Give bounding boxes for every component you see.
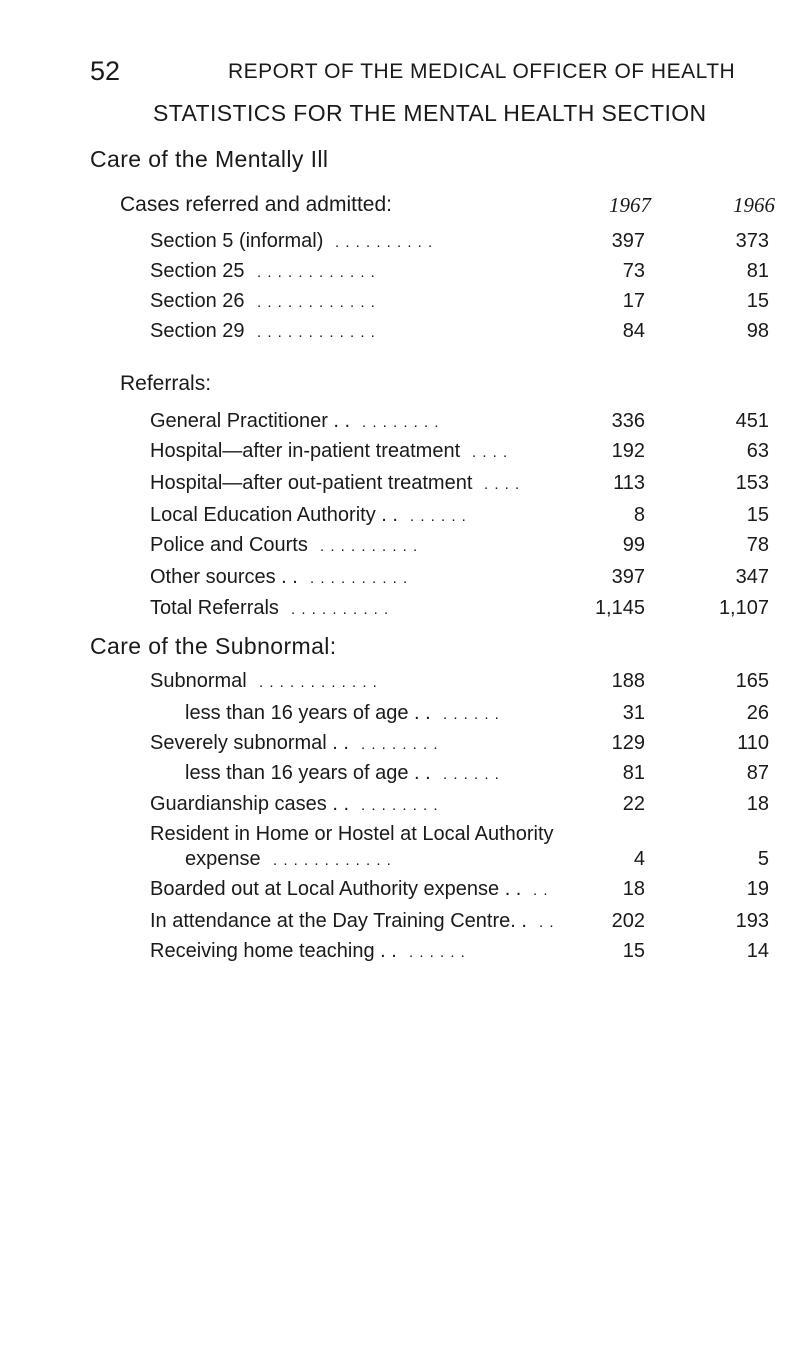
section-heading-mentally-ill: Care of the Mentally Ill xyxy=(90,146,329,172)
row-leader-dots: . . . . . . . . . . . . xyxy=(257,324,376,341)
row-label: less than 16 years of age . . xyxy=(185,762,431,784)
cases-label: Cases referred and admitted: xyxy=(120,193,392,216)
row-leader-dots: . . . . . . . . . . . . xyxy=(257,264,376,281)
row-leader-dots: . . . . . . . . . . . . xyxy=(257,294,376,311)
row-leader-dots: . . xyxy=(539,914,555,931)
row-label: Total Referrals xyxy=(150,597,279,619)
value-1967: 336 xyxy=(611,410,645,432)
value-1966: 193 xyxy=(735,910,769,932)
table-row xyxy=(0,762,800,792)
value-1967: 73 xyxy=(622,260,645,282)
value-1967: 84 xyxy=(622,320,645,342)
table-row xyxy=(0,230,800,260)
row-label: Receiving home teaching . . xyxy=(150,940,397,962)
row-label: General Practitioner . . xyxy=(150,410,351,432)
table-row xyxy=(0,848,800,878)
table-row xyxy=(0,910,800,940)
row-label: Guardianship cases . . xyxy=(150,793,349,815)
table-row xyxy=(0,793,800,823)
row-leader-dots: . . . . . . xyxy=(443,706,500,723)
value-1967: 99 xyxy=(622,534,645,556)
row-label: Subnormal xyxy=(150,670,247,692)
table-row xyxy=(0,940,800,970)
row-leader-dots: . . . . . . . . xyxy=(362,414,440,431)
row-leader-dots: . . . . xyxy=(484,476,521,493)
value-1967: 22 xyxy=(622,793,645,815)
value-1966: 18 xyxy=(746,793,769,815)
row-leader-dots: . . xyxy=(533,882,549,899)
row-leader-dots: . . . . . . . . . . . . xyxy=(259,674,378,691)
row-label: Section 26 xyxy=(150,290,245,312)
row-label: Other sources . . xyxy=(150,566,298,588)
table-row xyxy=(0,410,800,440)
value-1967: 202 xyxy=(611,910,645,932)
section-heading-subnormal: Care of the Subnormal: xyxy=(90,633,337,659)
value-1967: 81 xyxy=(622,762,645,784)
value-1967: 397 xyxy=(611,566,645,588)
table-row xyxy=(0,504,800,534)
row-label: Section 25 xyxy=(150,260,245,282)
value-1966: 5 xyxy=(757,848,769,870)
row-leader-dots: . . . . . . xyxy=(443,766,500,783)
value-1967: 4 xyxy=(633,848,645,870)
value-1966: 1,107 xyxy=(718,597,769,619)
value-1967: 31 xyxy=(622,702,645,724)
value-1966: 165 xyxy=(735,670,769,692)
row-label: Hospital—after out-patient treatment xyxy=(150,472,473,494)
value-1966: 153 xyxy=(735,472,769,494)
row-label: Resident in Home or Hostel at Local Authority xyxy=(150,823,554,845)
row-label: Police and Courts xyxy=(150,534,308,556)
value-1966: 78 xyxy=(746,534,769,556)
page-title: STATISTICS FOR THE MENTAL HEALTH SECTION xyxy=(153,100,707,126)
table-row xyxy=(0,566,800,596)
row-leader-dots: . . . . . . xyxy=(410,508,467,525)
value-1966: 110 xyxy=(737,732,769,754)
value-1967: 18 xyxy=(622,878,645,900)
row-label: Local Education Authority . . xyxy=(150,504,398,526)
value-1966: 15 xyxy=(746,504,769,526)
row-leader-dots: . . . . . . . . . . xyxy=(291,601,390,618)
row-label: Section 29 xyxy=(150,320,245,342)
table-row xyxy=(0,878,800,908)
row-leader-dots: . . . . . . xyxy=(409,944,466,961)
table-row xyxy=(0,440,800,470)
value-1966: 14 xyxy=(746,940,769,962)
table-row xyxy=(0,597,800,627)
value-1966: 451 xyxy=(735,410,769,432)
value-1967: 188 xyxy=(611,670,645,692)
value-1967: 192 xyxy=(611,440,645,462)
table-row xyxy=(0,732,800,762)
value-1966: 347 xyxy=(735,566,769,588)
value-1966: 26 xyxy=(746,702,769,724)
year-1966-header: 1966 xyxy=(733,193,775,217)
row-leader-dots: . . . . . . . . . . xyxy=(310,570,409,587)
row-label: Severely subnormal . . xyxy=(150,732,349,754)
table-row xyxy=(0,534,800,564)
value-1967: 8 xyxy=(633,504,645,526)
row-leader-dots: . . . . . . . . . . xyxy=(335,234,434,251)
table-row xyxy=(0,290,800,320)
row-label: Section 5 (informal) xyxy=(150,230,324,252)
value-1967: 1,145 xyxy=(594,597,645,619)
value-1967: 17 xyxy=(622,290,645,312)
referrals-label: Referrals: xyxy=(120,372,212,395)
table-row xyxy=(0,670,800,700)
value-1967: 15 xyxy=(622,940,645,962)
row-label: In attendance at the Day Training Centre. . xyxy=(150,910,527,932)
table-row xyxy=(0,320,800,350)
value-1966: 98 xyxy=(746,320,769,342)
row-leader-dots: . . . . . . . . . . xyxy=(320,538,419,555)
running-title: REPORT OF THE MEDICAL OFFICER OF HEALTH xyxy=(228,60,736,83)
value-1966: 63 xyxy=(746,440,769,462)
row-label: less than 16 years of age . . xyxy=(185,702,431,724)
row-label: Boarded out at Local Authority expense . . xyxy=(150,878,522,900)
value-1966: 81 xyxy=(746,260,769,282)
value-1967: 397 xyxy=(611,230,645,252)
table-row xyxy=(0,702,800,732)
row-leader-dots: . . . . . . . . xyxy=(361,797,439,814)
row-leader-dots: . . . . . . . . . . . . xyxy=(273,852,392,869)
value-1967: 129 xyxy=(611,732,645,754)
row-label: expense xyxy=(185,848,261,870)
year-1967-header: 1967 xyxy=(609,193,651,217)
page-number: 52 xyxy=(90,56,121,86)
table-row xyxy=(0,472,800,502)
value-1966: 87 xyxy=(746,762,769,784)
table-row xyxy=(0,260,800,290)
row-leader-dots: . . . . . . . . xyxy=(361,736,439,753)
row-leader-dots: . . . . xyxy=(472,444,509,461)
row-label: Hospital—after in-patient treatment xyxy=(150,440,461,462)
value-1966: 19 xyxy=(746,878,769,900)
value-1966: 15 xyxy=(746,290,769,312)
value-1967: 113 xyxy=(613,472,645,494)
value-1966: 373 xyxy=(735,230,769,252)
